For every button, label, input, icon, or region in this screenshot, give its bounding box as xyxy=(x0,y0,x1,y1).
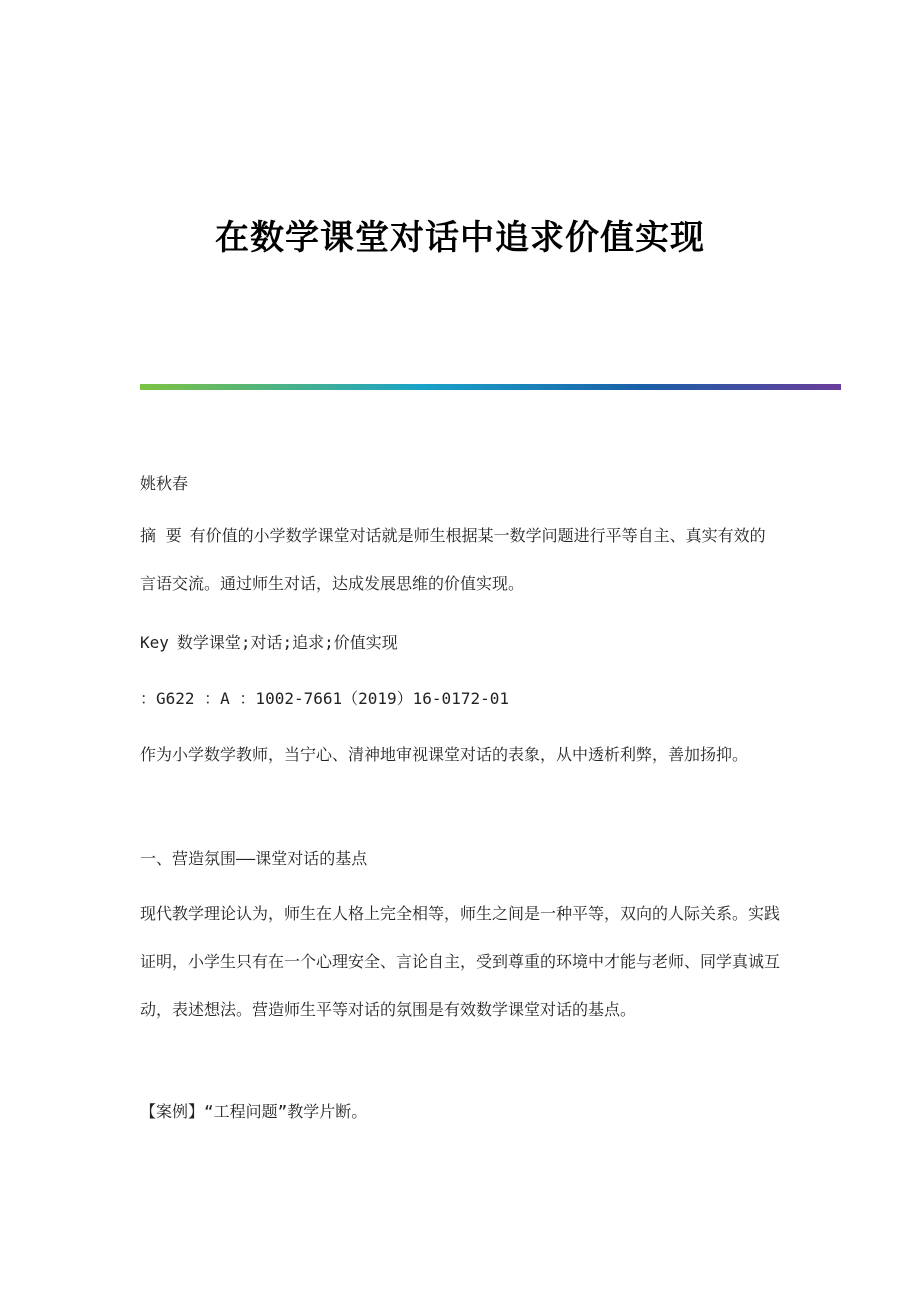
case-line: 【案例】“工程问题”教学片断。 xyxy=(140,1102,368,1121)
document-title: 在数学课堂对话中追求价值实现 xyxy=(215,218,705,258)
keywords-label: Key xyxy=(140,633,169,652)
keywords-line xyxy=(140,619,780,667)
abstract-label: 摘 要 xyxy=(140,526,182,545)
section-heading: 一、营造氛围——课堂对话的基点 xyxy=(140,849,368,868)
classification-line: ：G622 ：A ：1002-7661（2019）16-0172-01 xyxy=(140,689,509,708)
abstract-paragraph xyxy=(140,512,780,608)
keywords-text: 数学课堂;对话;追求;价值实现 xyxy=(176,633,398,652)
title-divider xyxy=(140,384,841,390)
section-body-paragraph: 现代教学理论认为，师生在人格上完全相等，师生之间是一种平等，双向的人际关系。实践证明，小学生只有在一个心理安全、言论自主，受到尊重的环境中才能与老师、同学真诚互动，表述想法。营造师生平等对话的氛围是有效数学课堂对话的基点。 xyxy=(140,904,781,1019)
abstract-text: 有价值的小学数学课堂对话就是师生根据某一数学问题进行平等自主、真实有效的言语交流。通过师生对话，达成发展思维的价值实现。 xyxy=(140,526,766,593)
intro-paragraph: 作为小学数学教师，当宁心、清神地审视课堂对话的表象，从中透析利弊，善加扬抑。 xyxy=(140,745,749,764)
author-name: 姚秋春 xyxy=(140,474,189,493)
